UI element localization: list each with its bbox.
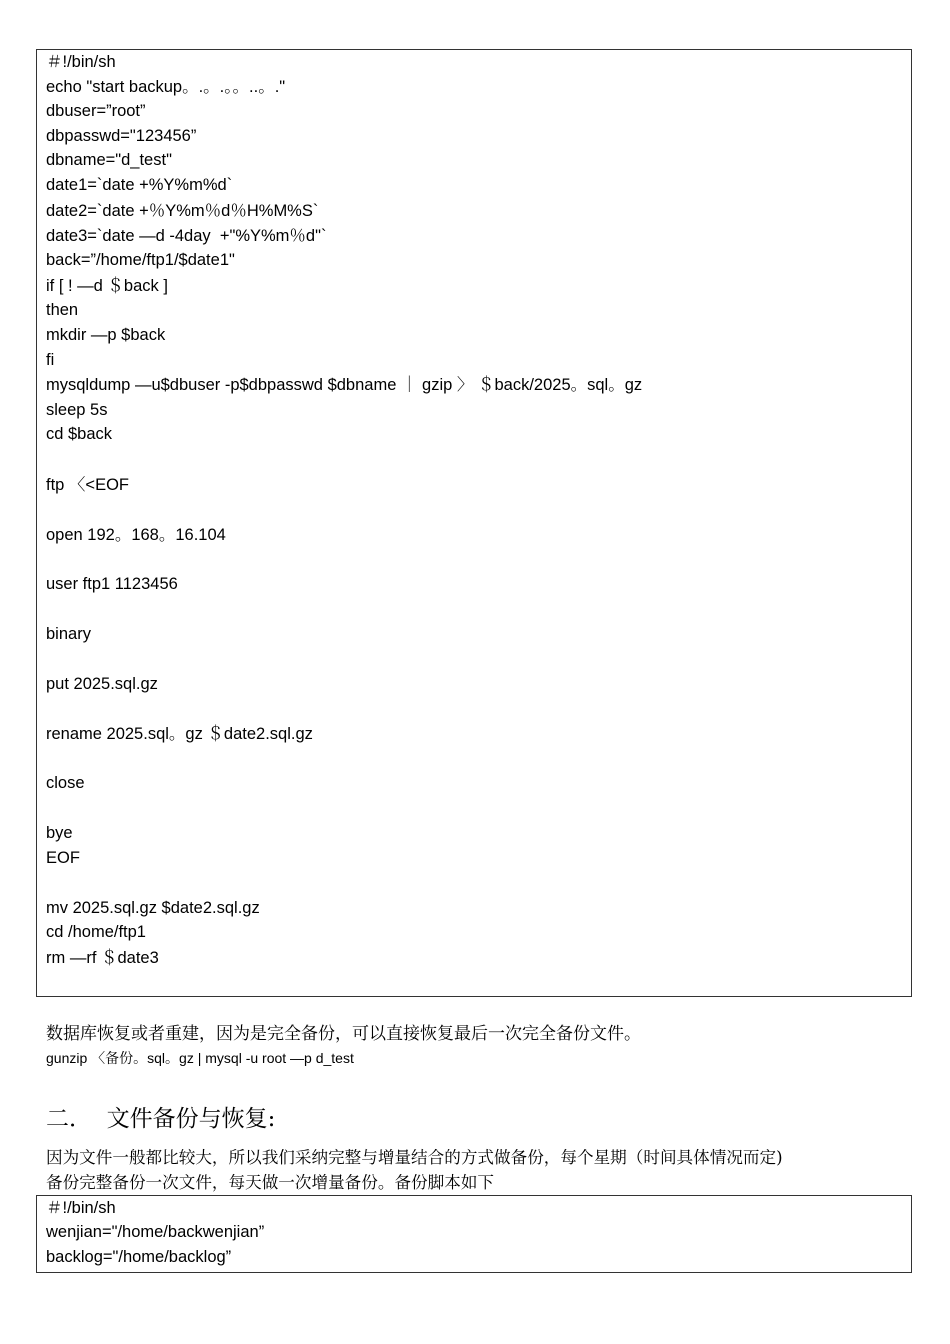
code-line: open 192。168。16.104 bbox=[46, 526, 226, 544]
code-line: then bbox=[46, 301, 79, 319]
code-line: put 2025.sql.gz bbox=[46, 675, 158, 693]
code-line: mkdir —p $back bbox=[46, 326, 166, 344]
code-line: bye bbox=[46, 824, 73, 842]
code-line: rm —rf ＄date3 bbox=[46, 949, 159, 967]
section-heading: 二． 文件备份与恢复: bbox=[46, 1106, 276, 1132]
code-line: close bbox=[46, 774, 85, 792]
code-line: backlog="/home/backlog” bbox=[46, 1248, 232, 1266]
section-paragraph-line: 备份完整备份一次文件，每天做一次增量备份。备份脚本如下 bbox=[46, 1173, 495, 1192]
code-line: cd $back bbox=[46, 425, 113, 443]
code-line: mysqldump —u$dbuser -p$dbpasswd $dbname ｜ gzip 〉 ＄back/2025。sql。gz bbox=[46, 376, 643, 394]
code-line: user ftp1 1123456 bbox=[46, 575, 178, 593]
code-line: ftp 〈<EOF bbox=[46, 476, 129, 494]
code-line: rename 2025.sql。gz ＄date2.sql.gz bbox=[46, 725, 313, 743]
code-line: ＃!/bin/sh bbox=[46, 53, 116, 71]
code-line: date3=`date —d -4day +"%Y%m％d"` bbox=[46, 227, 327, 245]
code-line: wenjian="/home/backwenjian” bbox=[46, 1223, 265, 1241]
code-line: binary bbox=[46, 625, 91, 643]
code-line: dbuser=”root” bbox=[46, 102, 146, 120]
code-line: ＃!/bin/sh bbox=[46, 1199, 116, 1217]
code-line: date1=`date +%Y%m%d` bbox=[46, 176, 233, 194]
restore-description: 数据库恢复或者重建，因为是完全备份，可以直接恢复最后一次完全备份文件。 bbox=[46, 1024, 641, 1044]
section-paragraph-line: 因为文件一般都比较大，所以我们采纳完整与增量结合的方式做备份，每个星期（时间具体情况而定) bbox=[46, 1148, 783, 1167]
code-line: cd /home/ftp1 bbox=[46, 923, 146, 941]
code-line: sleep 5s bbox=[46, 401, 108, 419]
code-line: if [ ! —d ＄back ] bbox=[46, 277, 168, 295]
code-line: date2=`date +％Y%m％d％H%M%S` bbox=[46, 202, 319, 220]
code-line: dbpasswd="123456” bbox=[46, 127, 197, 145]
code-line: fi bbox=[46, 351, 55, 369]
backup-script-box bbox=[36, 49, 912, 997]
restore-command: gunzip 〈备份。sql。gz | mysql -u root —p d_test bbox=[46, 1050, 354, 1066]
code-line: mv 2025.sql.gz $date2.sql.gz bbox=[46, 899, 260, 917]
code-line: echo "start backup。.。.。。..。." bbox=[46, 78, 286, 96]
code-line: dbname="d_test" bbox=[46, 151, 172, 169]
code-line: EOF bbox=[46, 849, 80, 867]
code-line: back=”/home/ftp1/$date1" bbox=[46, 251, 235, 269]
file-backup-script-box bbox=[36, 1195, 912, 1273]
